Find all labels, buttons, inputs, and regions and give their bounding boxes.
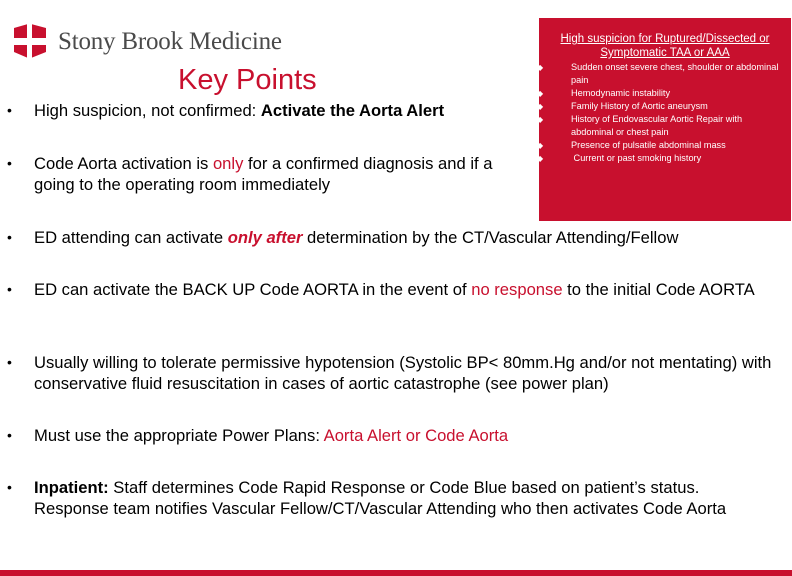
bullet-dot-icon: • [7, 155, 12, 171]
bullet-dot-icon: ◆ [537, 154, 544, 163]
bullet-dot-icon: ◆ [537, 63, 544, 72]
callout-item-text: Presence of pulsatile abdominal mass [571, 140, 726, 150]
bullet-dot-icon: ◆ [537, 102, 544, 111]
bullet-text: going to the operating room immediately [34, 175, 331, 194]
bullet-dot-icon: • [7, 354, 12, 370]
bullet-emphasis: Activate the Aorta Alert [260, 101, 445, 120]
bullet-dot-icon: ◆ [537, 89, 544, 98]
logo-text: Stony Brook Medicine [58, 28, 282, 55]
callout-item-text: Sudden onset severe chest, shoulder or abdominal pain [571, 62, 779, 85]
slide-title: Key Points [178, 64, 317, 96]
bullet-dot-icon: • [7, 102, 12, 118]
bullet-text: Code Aorta activation is [34, 154, 213, 173]
footer-bar [0, 570, 792, 576]
callout-item-text: Current or past smoking history [571, 153, 702, 163]
bullet-text: ED can activate the BACK UP Code AORTA in the event of [34, 280, 472, 299]
callout-item-text: History of Endovascular Aortic Repair with abdominal or chest pain [571, 114, 743, 137]
high-suspicion-callout-box [539, 18, 791, 221]
bullet-text: ED attending can activate [34, 228, 228, 247]
bullet-text: High suspicion, not confirmed: [34, 101, 261, 120]
bullet-emphasis: Inpatient: [34, 478, 109, 497]
bullet-emphasis: only [212, 154, 244, 173]
bullet-dot-icon: • [7, 427, 12, 443]
bullet-dot-icon: • [7, 479, 12, 495]
callout-item-text: Hemodynamic instability [571, 88, 671, 98]
bullet-dot-icon: ◆ [537, 141, 544, 150]
bullet-text: determination by the CT/Vascular Attending/Fellow [302, 228, 679, 247]
stony-brook-logo [10, 22, 300, 64]
bullet-text: Staff determines Code Rapid Response or Code Blue based on patient’s status. Response team notifies Vascular Fellow/CT/Vascular Attending who then activates Code Aorta [34, 478, 727, 518]
bullet-emphasis: only after [227, 228, 303, 247]
callout-title: High suspicion for Ruptured/Dissected or Symptomatic TAA or AAA [560, 33, 770, 59]
bullet-emphasis: no response [471, 280, 563, 299]
bullet-dot-icon: • [7, 281, 12, 297]
callout-item-text: Family History of Aortic aneurysm [571, 101, 708, 111]
bullet-text: Usually willing to tolerate permissive hypotension (Systolic BP< 80mm.Hg and/or not mentating) with conservative fluid resuscitation in cases of aortic catastrophe (see power plan) [34, 353, 772, 393]
bullet-text: for a confirmed diagnosis and if a [243, 154, 493, 173]
bullet-text: to the initial Code AORTA [562, 280, 755, 299]
bullet-emphasis: Aorta Alert or Code Aorta [323, 426, 509, 445]
bullet-dot-icon: ◆ [537, 115, 544, 124]
logo-shield-icon [10, 22, 50, 62]
bullet-dot-icon: • [7, 229, 12, 245]
bullet-text: Must use the appropriate Power Plans: [34, 426, 324, 445]
